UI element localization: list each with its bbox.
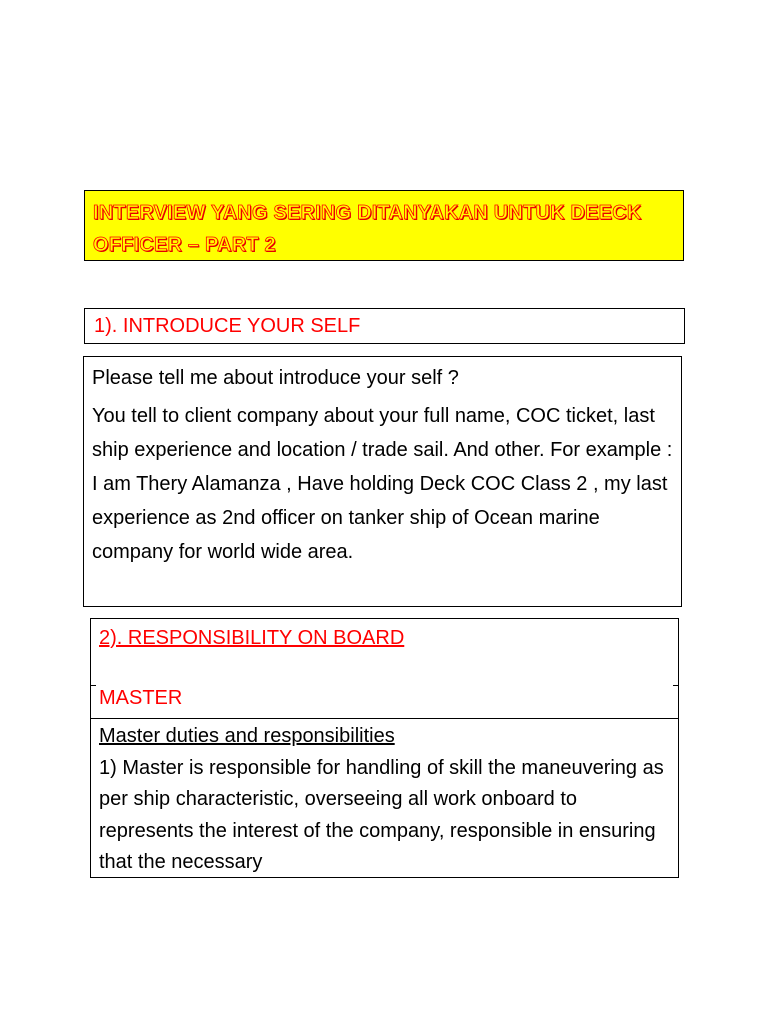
master-subheading: MASTER	[99, 687, 183, 709]
section-2-box	[90, 618, 679, 878]
document-title: INTERVIEW YANG SERING DITANYAKAN UNTUK DEECK OFFICER – PART 2	[93, 202, 642, 256]
section-1-answer-box	[83, 356, 682, 607]
table-border-tick	[90, 685, 96, 686]
duty-item: 1) Master is responsible for handling of skill the maneuvering as per ship characteristic, overseeing all work onboard to represents the interest of the company, responsible in ensuring that the necessary	[99, 756, 664, 873]
table-border-tick	[673, 685, 679, 686]
section-1-heading: 1). INTRODUCE YOUR SELF	[84, 308, 685, 344]
section-2-header	[91, 619, 678, 719]
title-banner	[84, 190, 684, 261]
section-2-body	[91, 719, 678, 881]
duties-title: Master duties and responsibilities	[99, 725, 395, 747]
section-2-heading: 2). RESPONSIBILITY ON BOARD	[99, 627, 405, 649]
interview-answer: You tell to client company about your full name, COC ticket, last ship experience and location / trade sail. And other. For example : I am Thery Alamanza , Have holding Deck COC Class 2 , my last experience as 2nd officer on tanker ship of Ocean marine company for world wide area.	[92, 405, 673, 563]
interview-question: Please tell me about introduce your self ?	[92, 367, 459, 389]
